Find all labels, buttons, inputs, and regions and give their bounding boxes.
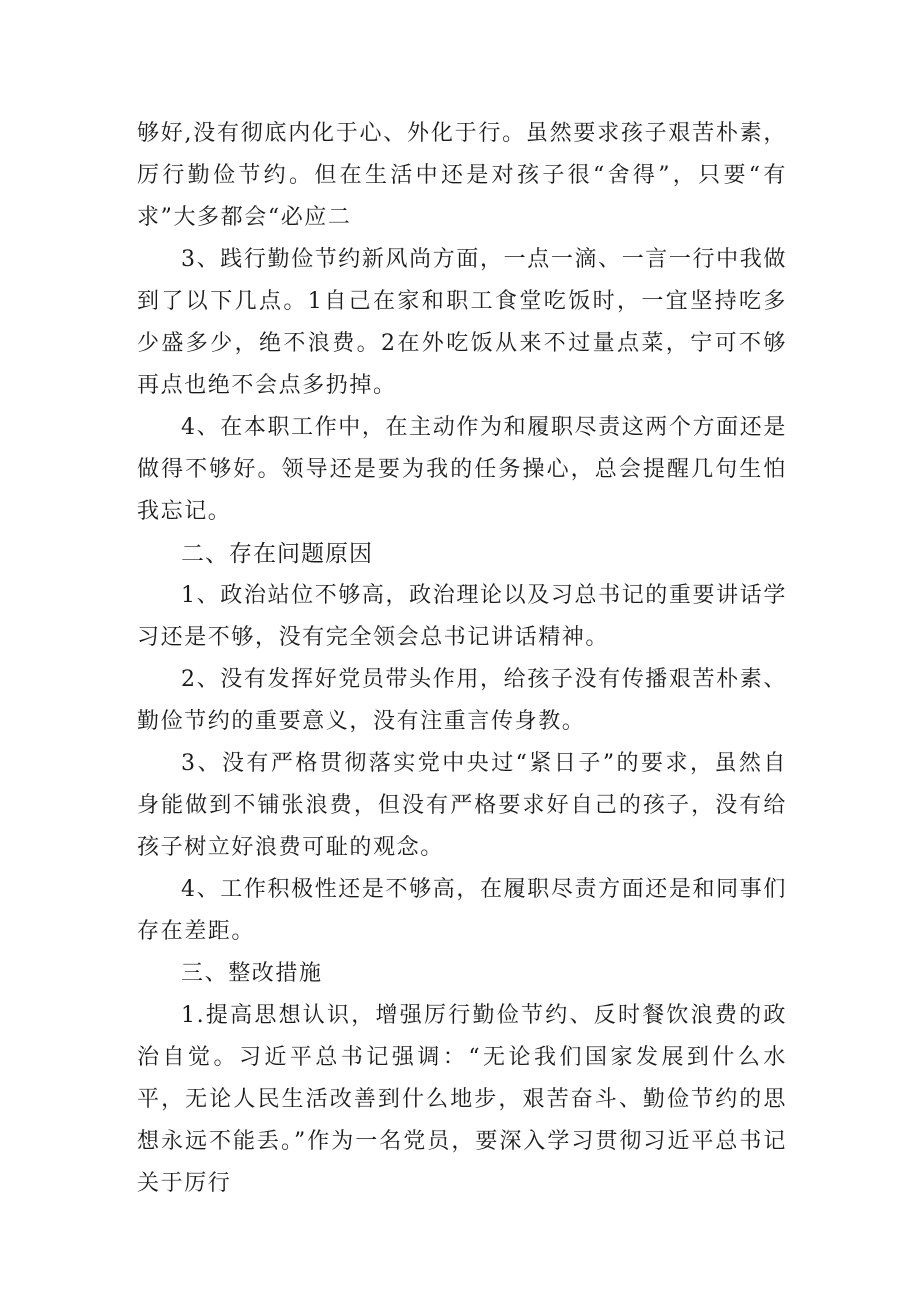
paragraph-continuation: 够好,没有彻底内化于心、外化于行。虽然要求孩子艰苦朴素，厉行勤俭节约。但在生活中还是对孩子很“舍得”，只要“有求”大多都会“必应二	[137, 121, 787, 230]
section-heading-causes: 二、存在问题原因	[181, 541, 373, 567]
paragraph-item-3-thrift-practice: 3、践行勤俭节约新风尚方面，一点一滴、一言一行中我做到了以下几点。1自己在家和职工食堂吃饭时，一宜坚持吃多少盛多少，绝不浪费。2在外吃饭从来不过量点菜，宁可不够再点也绝不会点多扔掉。	[137, 247, 787, 398]
paragraph-cause-1: 1、政治站位不够高，政治理论以及习总书记的重要讲话学习还是不够，没有完全领会总书记讲话精神。	[137, 583, 787, 650]
paragraph-cause-2: 2、没有发挥好党员带头作用，给孩子没有传播艰苦朴素、勤俭节约的重要意义，没有注重言传身教。	[137, 667, 787, 734]
document-body	[137, 113, 787, 1205]
paragraph-item-4-work-duty: 4、在本职工作中，在主动作为和履职尽责这两个方面还是做得不够好。领导还是要为我的任务操心，总会提醒几句生怕我忘记。	[137, 415, 787, 524]
paragraph-cause-3: 3、没有严格贯彻落实党中央过“紧日子”的要求，虽然自身能做到不铺张浪费，但没有严格要求好自己的孩子，没有给孩子树立好浪费可耻的观念。	[137, 751, 787, 860]
paragraph-measure-1: 1.提高思想认识，增强厉行勤俭节约、反时餐饮浪费的政治自觉。习近平总书记强调：“无论我们国家发展到什么水平，无论人民生活改善到什么地步，艰苦奋斗、勤俭节约的思想永远不能丢。”作为一名党员，要深入学习贯彻习近平总书记关于厉行	[137, 1003, 787, 1196]
paragraph-cause-4: 4、工作积极性还是不够高，在履职尽责方面还是和同事们存在差距。	[137, 877, 787, 944]
section-heading-measures: 三、整改措施	[181, 961, 323, 986]
